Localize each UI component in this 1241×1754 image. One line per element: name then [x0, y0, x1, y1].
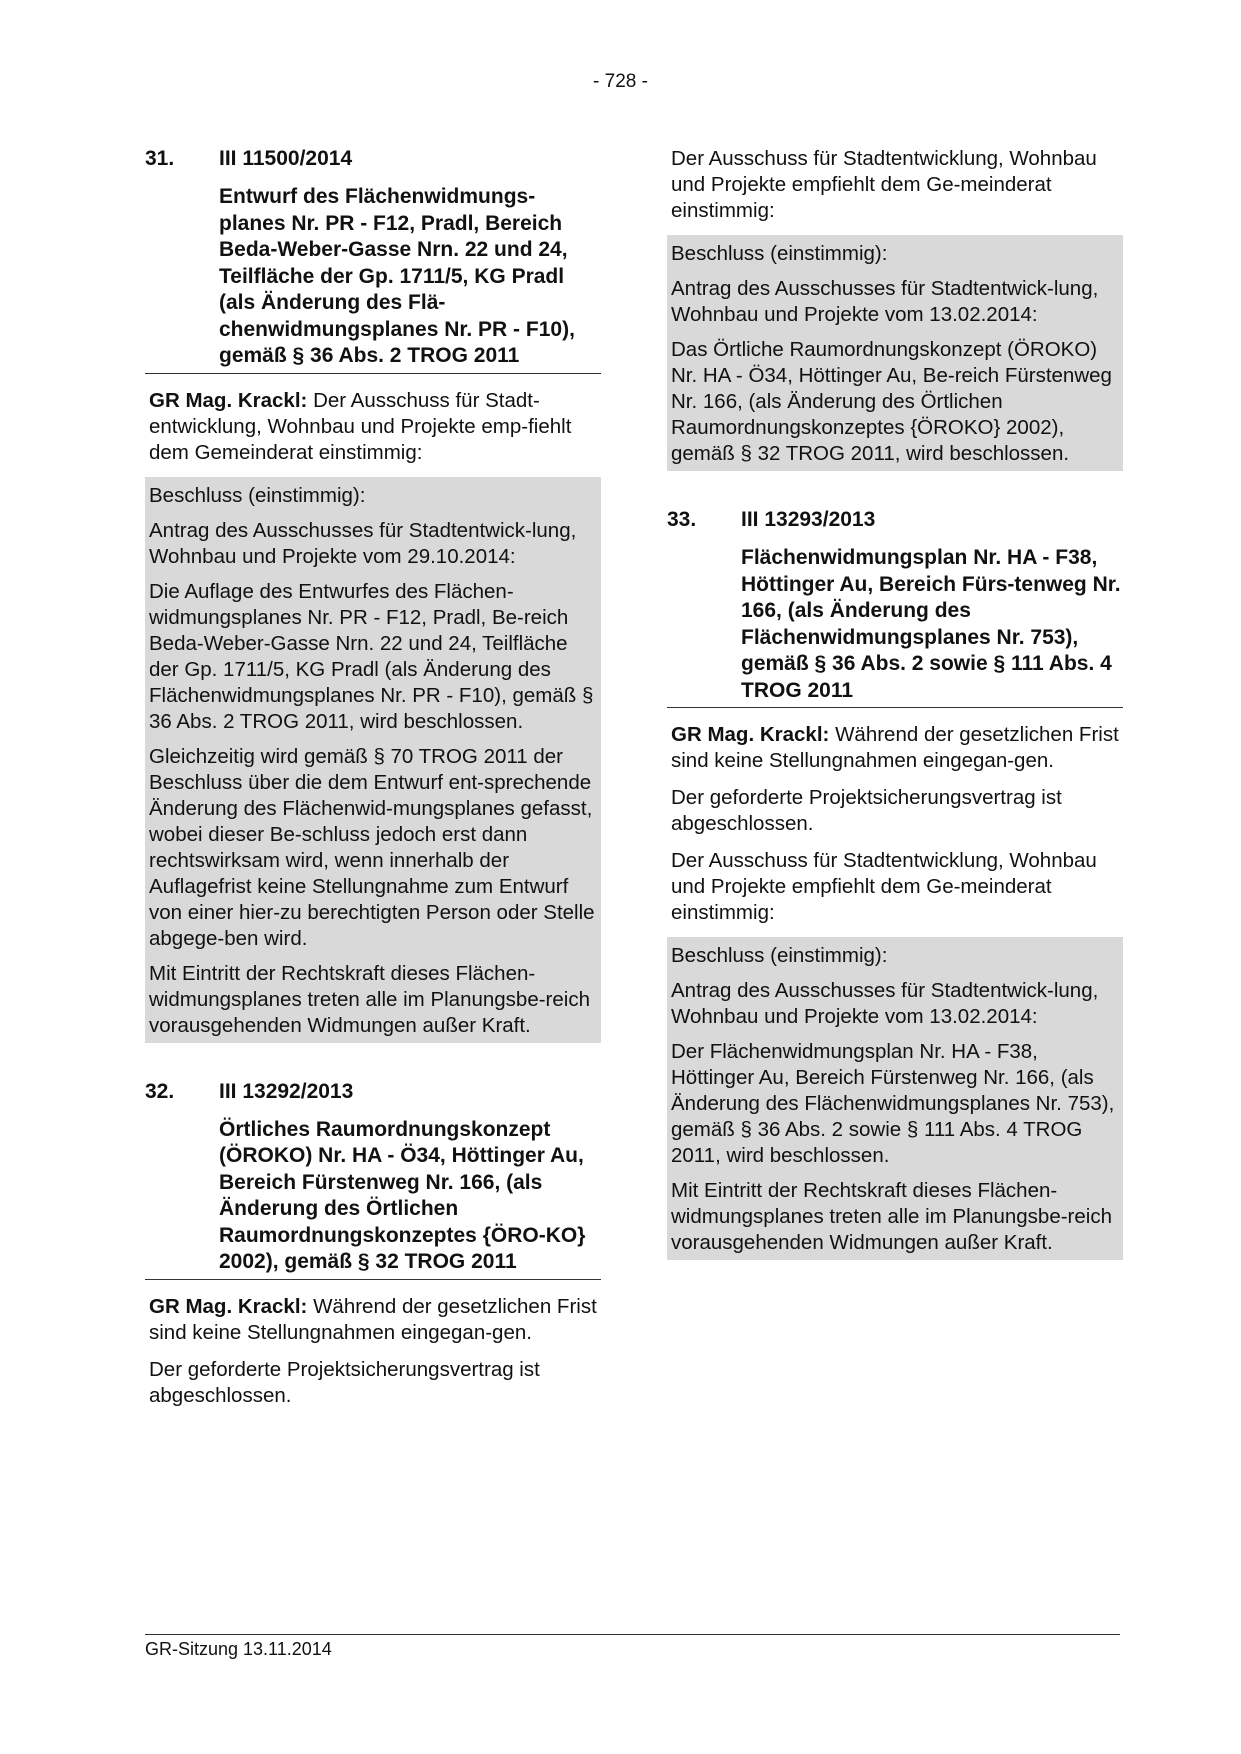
item-header	[145, 146, 601, 172]
item-reference: III 13293/2013	[741, 508, 876, 531]
agenda-item-32	[145, 1079, 601, 1409]
item-reference: III 11500/2014	[219, 147, 353, 170]
decision-box	[667, 937, 1123, 1260]
body-paragraph: Der geforderte Projektsicherungsvertrag ist abgeschlossen.	[671, 786, 1062, 835]
item-number: 33.	[667, 508, 697, 531]
decision-box	[145, 477, 601, 1043]
speaker-text: Während der gesetzlichen Frist sind keine Stellungnahmen eingegan-gen.	[671, 723, 1119, 772]
agenda-item-32-continued	[667, 146, 1123, 471]
resolution-text: Gleichzeitig wird gemäß § 70 TROG 2011 der Beschluss über die dem Entwurf ent-sprechende Änderung des Flächenwid-mungsplanes gefasst, wobei dieser Be-schluss jedoch erst dann rechtswirksam wird, wenn innerhalb der Auflagefrist keine Stellungnahme zum Entwurf von einer hier-zu berechtigten Person oder Stelle abgege-ben wird.	[149, 744, 595, 950]
item-title: Örtliches Raumordnungskonzept (ÖROKO) Nr. HA - Ö34, Höttinger Au, Bereich Fürstenweg Nr. 166, (als Änderung des Örtlichen Raumordnungskonzeptes {ÖRO-KO} 2002), gemäß § 32 TROG 2011	[145, 1117, 601, 1280]
item-title: Flächenwidmungsplan Nr. HA - F38, Höttinger Au, Bereich Fürs-tenweg Nr. 166, (als Änderung des Flächenwidmungsplanes Nr. 753), gemäß § 36 Abs. 2 sowie § 111 Abs. 4 TROG 2011	[667, 545, 1123, 708]
resolution-text: Der Flächenwidmungsplan Nr. HA - F38, Höttinger Au, Bereich Fürstenweg Nr. 166, (als Änderung des Flächenwidmungsplanes Nr. 753), gemäß § 36 Abs. 2 sowie § 111 Abs. 4 TROG 2011, wird beschlossen.	[671, 1040, 1115, 1167]
item-number: 32.	[145, 1079, 175, 1103]
speaker-name: GR Mag. Krackl:	[671, 723, 830, 746]
body-paragraph: Der Ausschuss für Stadtentwicklung, Wohnbau und Projekte empfiehlt dem Ge-meinderat einstimmig:	[671, 849, 1097, 924]
decision-label: Beschluss (einstimmig):	[671, 242, 888, 265]
resolution-text: Mit Eintritt der Rechtskraft dieses Flächen-widmungsplanes treten alle im Planungsbe-reich vorausgehenden Widmungen außer Kraft.	[671, 1179, 1112, 1254]
item-header	[145, 1079, 601, 1105]
motion-text: Antrag des Ausschusses für Stadtentwick-lung, Wohnbau und Projekte vom 13.02.2014:	[671, 277, 1099, 326]
speaker-text: Der Ausschuss für Stadt-entwicklung, Wohnbau und Projekte emp-fiehlt dem Gemeinderat einstimmig:	[149, 388, 572, 464]
speaker-name: GR Mag. Krackl:	[149, 1294, 308, 1318]
speaker-paragraph	[145, 388, 601, 466]
decision-label: Beschluss (einstimmig):	[671, 944, 888, 967]
item-header	[667, 507, 1123, 533]
item-number: 31.	[145, 147, 175, 170]
speaker-text: Während der gesetzlichen Frist sind keine Stellungnahmen eingegan-gen.	[149, 1294, 597, 1344]
body-paragraph: Der geforderte Projektsicherungsvertrag ist abgeschlossen.	[149, 1357, 540, 1407]
motion-text: Antrag des Ausschusses für Stadtentwick-lung, Wohnbau und Projekte vom 13.02.2014:	[671, 979, 1099, 1028]
resolution-text: Die Auflage des Entwurfes des Flächen-widmungsplanes Nr. PR - F12, Pradl, Be-reich Beda-Weber-Gasse Nrn. 22 und 24, Teilfläche der Gp. 1711/5, KG Pradl (als Änderung des Flächenwidmungsplanes Nr. PR - F10), gemäß § 36 Abs. 2 TROG 2011, wird beschlossen.	[149, 579, 594, 733]
agenda-item-33	[667, 507, 1123, 1260]
right-column	[667, 146, 1123, 1260]
page-number: - 728 -	[593, 71, 648, 92]
item-reference: III 13292/2013	[219, 1079, 354, 1103]
item-title: Entwurf des Flächenwidmungs-planes Nr. PR - F12, Pradl, Bereich Beda-Weber-Gasse Nrn. 22 und 24, Teilfläche der Gp. 1711/5, KG Pradl (als Änderung des Flä-chenwidmungsplanes Nr. PR - F10), gemäß § 36 Abs. 2 TROG 2011	[145, 184, 601, 374]
body-paragraph: Der Ausschuss für Stadtentwicklung, Wohnbau und Projekte empfiehlt dem Ge-meinderat einstimmig:	[671, 147, 1097, 222]
decision-label: Beschluss (einstimmig):	[149, 483, 366, 507]
speaker-paragraph	[667, 722, 1123, 774]
resolution-text: Das Örtliche Raumordnungskonzept (ÖROKO) Nr. HA - Ö34, Höttinger Au, Be-reich Fürstenweg Nr. 166, (als Änderung des Örtlichen Raumordnungskonzeptes {ÖROKO} 2002), gemäß § 32 TROG 2011, wird beschlossen.	[671, 338, 1112, 465]
speaker-paragraph	[145, 1294, 601, 1346]
page-footer: GR-Sitzung 13.11.2014	[145, 1634, 1120, 1660]
speaker-name: GR Mag. Krackl:	[149, 388, 308, 412]
agenda-item-31	[145, 146, 601, 1043]
motion-text: Antrag des Ausschusses für Stadtentwick-lung, Wohnbau und Projekte vom 29.10.2014:	[149, 518, 577, 568]
left-column	[145, 146, 601, 1420]
resolution-text: Mit Eintritt der Rechtskraft dieses Flächen-widmungsplanes treten alle im Planungsbe-reich vorausgehenden Widmungen außer Kraft.	[149, 961, 590, 1037]
decision-box	[667, 235, 1123, 471]
